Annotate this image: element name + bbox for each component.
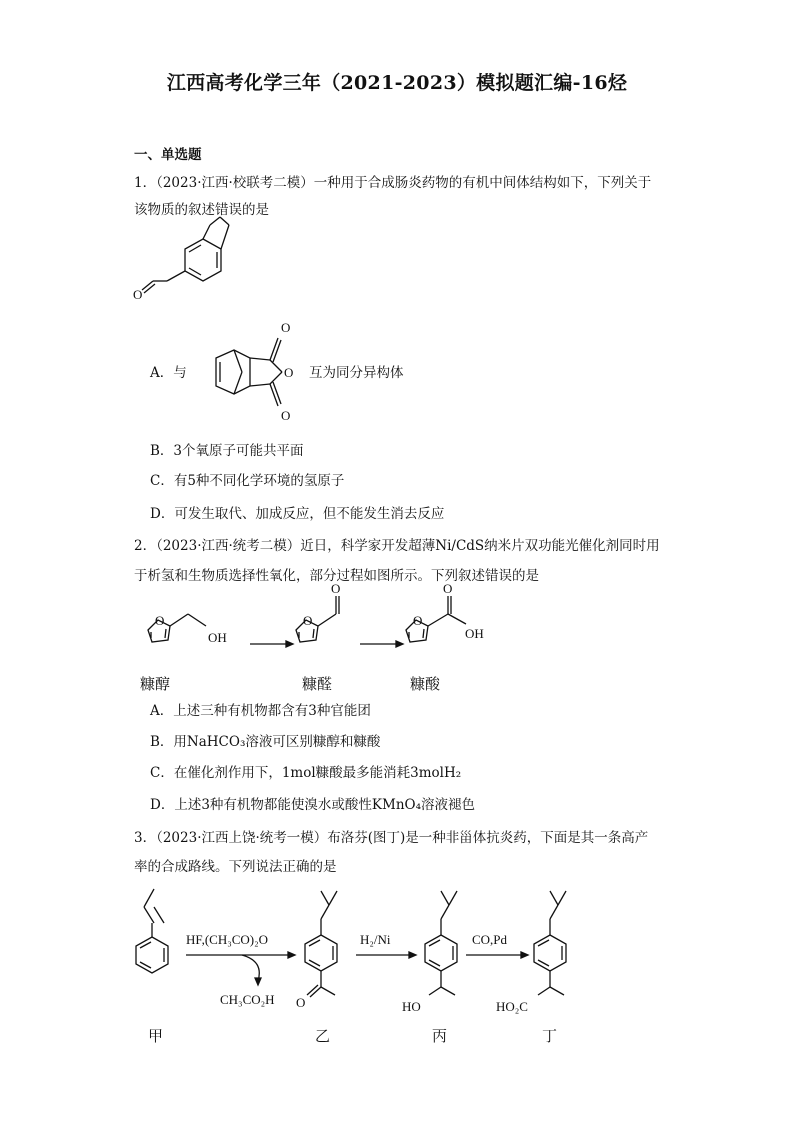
q2-stem-line1: 2．（2023·江西·统考二模）近日，科学家开发超薄Ni/CdS纳米片双功能光催化剂同时用 bbox=[134, 538, 660, 554]
caption-ding: 丁 bbox=[542, 1027, 558, 1045]
q1-option-a-prefix: A．与 bbox=[150, 365, 187, 381]
atom-oh: OH bbox=[208, 630, 227, 645]
atom-o: O bbox=[133, 287, 143, 302]
atom-ho: HO bbox=[402, 999, 421, 1014]
atom-o: O bbox=[303, 613, 313, 628]
caption-furfural: 糠醛 bbox=[302, 675, 333, 693]
q1-option-d: D．可发生取代、加成反应，但不能发生消去反应 bbox=[150, 506, 445, 522]
section-heading: 一、单选题 bbox=[134, 147, 202, 163]
byproduct-1: CH₃CO₂H bbox=[220, 992, 275, 1007]
reagent-2: H₂/Ni bbox=[360, 932, 391, 947]
atom-o: O bbox=[413, 613, 423, 628]
atom-o: O bbox=[296, 995, 306, 1010]
q2-option-a: A．上述三种有机物都含有3种官能团 bbox=[150, 703, 371, 719]
q2-stem-line2: 于析氢和生物质选择性氧化，部分过程如图所示。下列叙述错误的是 bbox=[134, 568, 539, 584]
q3-synthesis-route bbox=[124, 885, 684, 1025]
q1-option-a-suffix: 互为同分异构体 bbox=[309, 365, 404, 381]
atom-o: O bbox=[331, 581, 341, 596]
q1-stem-line1: 1．（2023·江西·校联考二模）一种用于合成肠炎药物的有机中间体结构如下，下列关于 bbox=[134, 175, 652, 191]
atom-o: O bbox=[281, 408, 291, 423]
reagent-3: CO,Pd bbox=[472, 932, 508, 947]
caption-furfuryl-alcohol: 糠醇 bbox=[140, 675, 171, 693]
q1-option-c: C．有5种不同化学环境的氢原子 bbox=[150, 473, 345, 489]
atom-o: O bbox=[281, 320, 291, 335]
q2-option-b: B．用NaHCO₃溶液可区别糠醇和糠酸 bbox=[150, 734, 381, 750]
page-title: 江西高考化学三年（2021-2023）模拟题汇编-16烃 bbox=[166, 72, 628, 94]
caption-furoic-acid: 糠酸 bbox=[410, 675, 441, 693]
reagent-1: HF,(CH₃CO)₂O bbox=[186, 932, 269, 947]
q2-option-c: C．在催化剂作用下，1mol糠酸最多能消耗3molH₂ bbox=[150, 765, 462, 781]
q2-reaction-scheme bbox=[128, 581, 528, 668]
atom-o: O bbox=[284, 365, 294, 380]
q2-option-d: D．上述3种有机物都能使溴水或酸性KMnO₄溶液褪色 bbox=[150, 797, 475, 813]
atom-ho2c: HO₂C bbox=[496, 999, 528, 1014]
caption-jia: 甲 bbox=[148, 1027, 164, 1045]
q1-option-b: B．3个氧原子可能共平面 bbox=[150, 443, 304, 459]
q3-stem-line2: 率的合成路线。下列说法正确的是 bbox=[134, 859, 337, 875]
atom-o: O bbox=[155, 613, 165, 628]
q1-stem-line2: 该物质的叙述错误的是 bbox=[134, 202, 269, 218]
caption-yi: 乙 bbox=[315, 1027, 331, 1045]
q1-structure-benzodioxole bbox=[125, 225, 245, 315]
caption-bing: 丙 bbox=[432, 1027, 448, 1045]
atom-oh: OH bbox=[465, 626, 484, 641]
q3-stem-line1: 3．（2023·江西上饶·统考一模）布洛芬(图丁)是一种非甾体抗炎药，下面是其一条高产 bbox=[134, 830, 649, 846]
atom-o: O bbox=[443, 581, 453, 596]
q1-option-a-structure bbox=[198, 320, 303, 425]
